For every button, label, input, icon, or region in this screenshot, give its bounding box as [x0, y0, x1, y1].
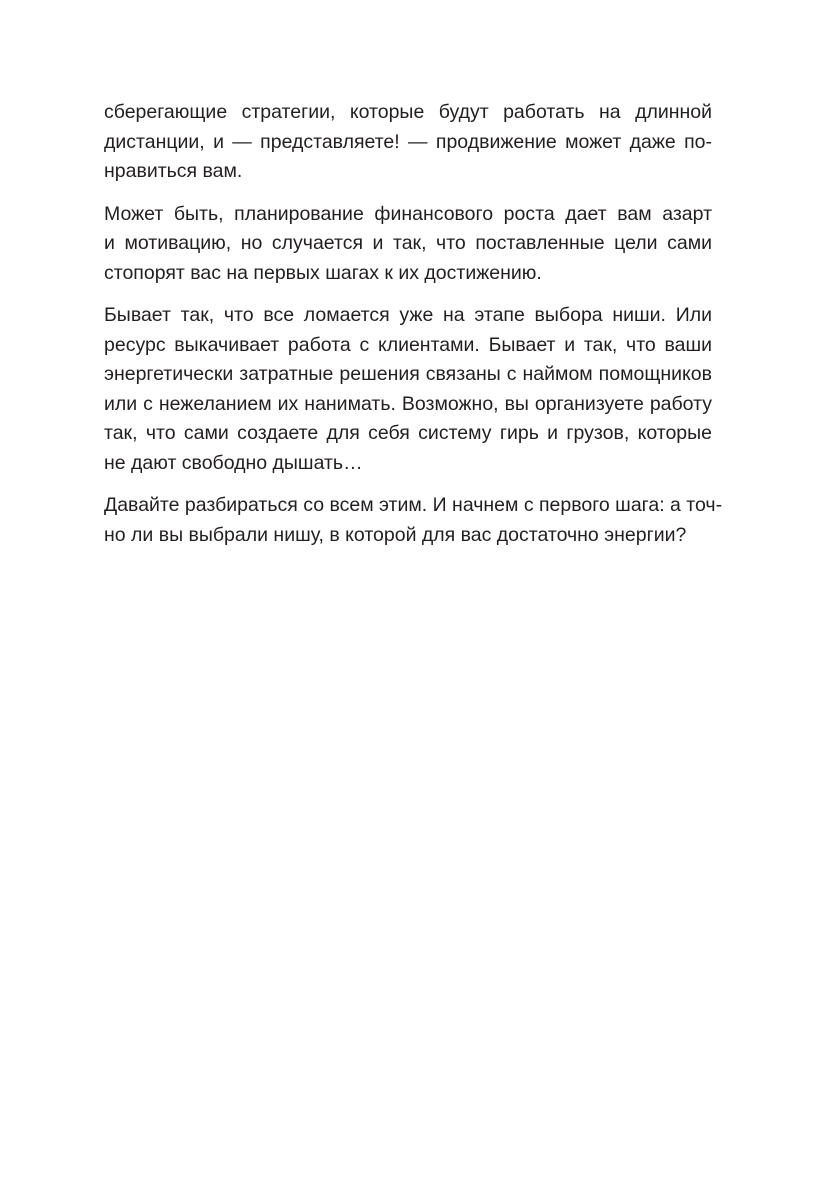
- text-line: так, что сами создаете для себя систему гирь и грузов, которые: [104, 422, 712, 444]
- text-line: ресурс выкачивает работа с клиентами. Бывает и так, что ваши: [104, 333, 712, 356]
- paragraph-3: [104, 301, 712, 478]
- text-line: и мотивацию, но случается и так, что поставленные цели сами: [104, 232, 712, 254]
- body-text: [104, 98, 723, 563]
- text-line: не дают свободно дышать…: [104, 451, 363, 474]
- text-line: стопорят вас на первых шагах к их достижению.: [104, 261, 542, 284]
- text-line: но ли вы выбрали нишу, в которой для вас достаточно энергии?: [104, 523, 687, 546]
- paragraph-4: [104, 491, 723, 550]
- text-line: дистанции, и — представляете! — продвижение может даже по-: [104, 130, 712, 153]
- text-line: энергетически затратные решения связаны с наймом помощников: [104, 363, 712, 385]
- text-line: сберегающие стратегии, которые будут работать на длинной: [104, 101, 712, 123]
- paragraph-1: [104, 98, 712, 187]
- text-line: Давайте разбираться со всем этим. И начнем с первого шага: а точ-: [104, 494, 723, 516]
- text-line: или с нежеланием их нанимать. Возможно, вы организуете работу: [104, 392, 712, 415]
- paragraph-2: [104, 200, 712, 289]
- text-line: Бывает так, что все ломается уже на этапе выбора ниши. Или: [104, 304, 712, 326]
- text-line: Может быть, планирование финансового роста дает вам азарт: [104, 202, 712, 225]
- text-line: нравиться вам.: [104, 160, 243, 182]
